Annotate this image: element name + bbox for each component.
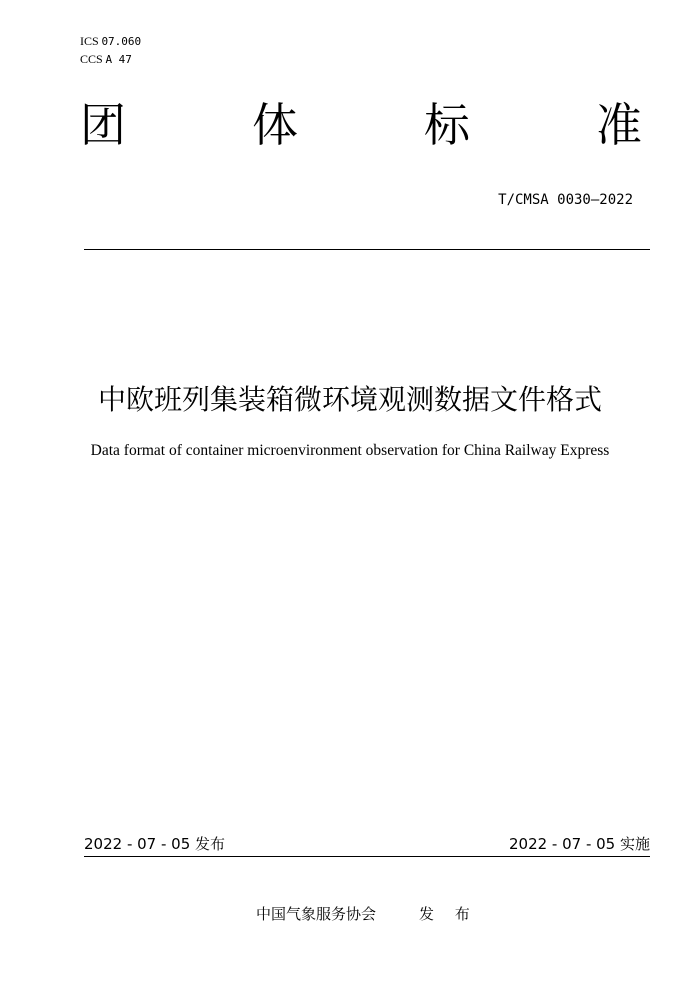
ics-label: ICS bbox=[80, 34, 99, 48]
standard-number: T/CMSA 0030—2022 bbox=[498, 192, 633, 208]
document-title-zh: 中欧班列集装箱微环境观测数据文件格式 bbox=[97, 383, 602, 416]
issue-action: 发 布 bbox=[419, 905, 478, 923]
ccs-label: CCS bbox=[80, 52, 103, 66]
standard-type-char: 体 bbox=[252, 98, 298, 152]
issuer-name: 中国气象服务协会 bbox=[256, 905, 377, 923]
header-divider bbox=[84, 249, 650, 250]
document-title-en: Data format of container microenvironment observation for China Railway Express bbox=[90, 442, 610, 459]
standard-type-char: 准 bbox=[596, 98, 642, 152]
effective-date: 2022 - 07 - 05 实施 bbox=[508, 835, 650, 853]
footer-divider bbox=[84, 856, 650, 857]
ccs-classification bbox=[80, 53, 132, 67]
ics-code: 07.060 bbox=[101, 35, 142, 48]
standard-type-char: 团 bbox=[80, 98, 126, 152]
publish-date: 2022 - 07 - 05 发布 bbox=[84, 835, 226, 853]
ics-classification bbox=[80, 35, 141, 49]
standard-type-char: 标 bbox=[424, 98, 470, 152]
ccs-code: A 47 bbox=[105, 53, 132, 66]
